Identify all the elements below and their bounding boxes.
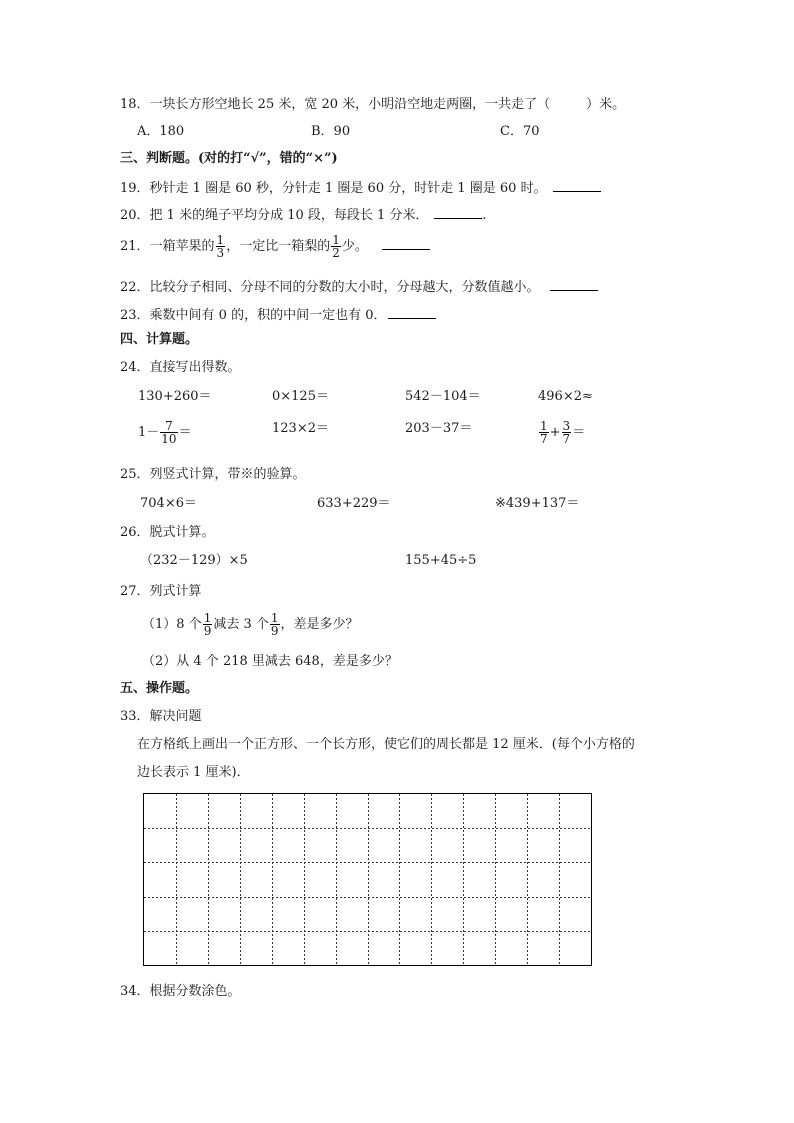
q27-part-2: （2）从 4 个 218 里减去 648，差是多少？ (142, 654, 398, 669)
numerator: 1 (332, 233, 340, 247)
q27-text: ，差是多少？ (280, 617, 359, 632)
q23-text: 23．乘数中间有 0 的，积的中间一定也有 0． (120, 308, 387, 323)
q18-option-b[interactable]: B．90 (311, 124, 351, 139)
numerator: 7 (165, 419, 173, 433)
denominator: 2 (332, 246, 340, 260)
plus-sign: + (549, 425, 561, 440)
numerator: 1 (270, 611, 279, 625)
q33-text-line-2: 边长表示 1 厘米)． (137, 765, 250, 780)
section-4-title: 四、计算题。 (120, 332, 199, 347)
q26-title: 26．脱式计算。 (120, 525, 215, 540)
q26-item: （232－129）×5 (140, 553, 248, 568)
denominator: 9 (270, 624, 279, 638)
q24-item: 496×2≈ (538, 389, 593, 404)
answer-blank[interactable] (388, 306, 436, 319)
q24-title: 24．直接写出得数。 (120, 360, 241, 375)
q33-title: 33．解决问题 (120, 709, 202, 724)
q27-part-1 (142, 611, 359, 639)
denominator: 10 (161, 432, 177, 446)
section-3-title: 三、判断题。(对的打“√”，错的“×”) (120, 151, 338, 166)
q24-equals: ＝ (572, 425, 586, 440)
q21-text-c: 少。 (341, 239, 368, 254)
answer-blank[interactable] (382, 237, 430, 250)
fraction (331, 234, 341, 259)
numerator: 3 (562, 419, 571, 433)
fraction (203, 612, 213, 637)
denominator: 9 (203, 624, 212, 638)
question-22 (120, 278, 598, 296)
q27-title: 27．列式计算 (120, 584, 202, 599)
q25-title: 25．列竖式计算，带※的验算。 (120, 467, 306, 482)
denominator: 3 (216, 246, 225, 260)
q20-text: 20．把 1 米的绳子平均分成 10 段，每段长 1 分米． (120, 208, 429, 223)
fraction (539, 420, 549, 445)
q24-item: 542－104＝ (405, 389, 481, 404)
answer-blank[interactable] (553, 179, 601, 192)
question-20 (120, 206, 487, 224)
q18-stem-end: ）米。 (586, 97, 626, 112)
question-19 (120, 179, 601, 197)
q20-period: . (482, 208, 487, 223)
numerator: 1 (216, 233, 225, 247)
q24-item: 0×125＝ (272, 389, 329, 404)
q22-text: 22．比较分子相同、分母不同的分数的大小时，分母越大，分数值越小。 (120, 280, 540, 295)
numerator: 1 (540, 419, 548, 433)
denominator: 7 (562, 432, 571, 446)
q21-text-a: 21．一箱苹果的 (120, 239, 215, 254)
square-grid-paper[interactable] (143, 793, 592, 966)
fraction (160, 420, 177, 445)
fraction (216, 234, 226, 259)
denominator: 7 (540, 432, 548, 446)
q24-item: 123×2＝ (272, 421, 329, 436)
question-34: 34．根据分数涂色。 (120, 984, 241, 999)
q19-text: 19．秒针走 1 圈是 60 秒，分针走 1 圈是 60 分，时针走 1 圈是 60 时。 (120, 181, 547, 196)
q25-item: 633+229＝ (317, 496, 391, 511)
section-5-title: 五、操作题。 (120, 681, 199, 696)
question-18 (120, 97, 625, 113)
q33-text-line-1: 在方格纸上画出一个正方形、一个长方形，使它们的周长都是 12 厘米．(每个小方格的 (137, 737, 635, 752)
q25-item: 704×6＝ (140, 496, 197, 511)
q24-item: 203－37＝ (405, 421, 473, 436)
q21-text-b: ，一定比一箱梨的 (226, 239, 331, 254)
answer-blank[interactable] (550, 278, 598, 291)
q18-option-a[interactable]: A．180 (137, 124, 185, 139)
q24-item (538, 419, 585, 447)
fraction (562, 420, 572, 445)
numerator: 1 (203, 611, 212, 625)
q24-item: 130+260＝ (138, 389, 212, 404)
q24-text: 1－ (138, 425, 160, 440)
q18-stem: 18．一块长方形空地长 25 米，宽 20 米，小明沿空地走两圈，一共走了（ (120, 97, 551, 112)
q24-equals: ＝ (178, 425, 192, 440)
q27-text: （1）8 个 (142, 617, 202, 632)
q25-item: ※439+137＝ (495, 496, 580, 511)
fraction (270, 612, 280, 637)
question-21 (120, 234, 430, 259)
q26-item: 155+45÷5 (405, 553, 477, 568)
q18-option-c[interactable]: C．70 (500, 124, 540, 139)
answer-blank[interactable] (434, 206, 482, 219)
question-23 (120, 306, 436, 324)
q27-text: 减去 3 个 (213, 617, 269, 632)
q24-item (138, 419, 192, 447)
